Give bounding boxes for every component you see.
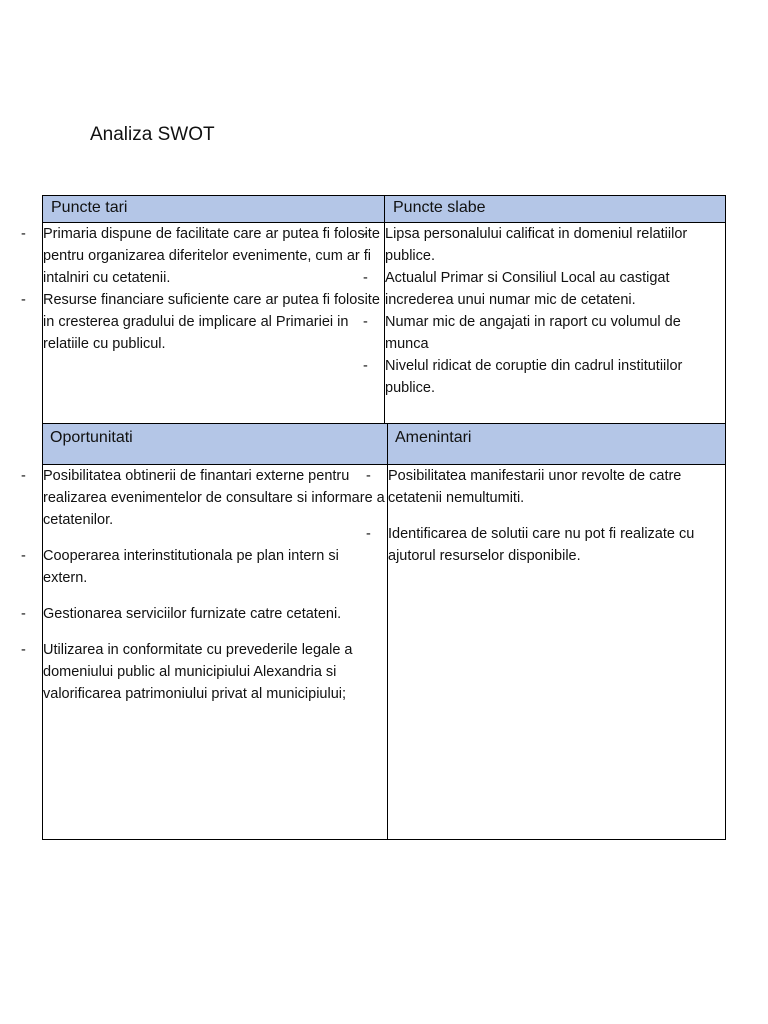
strength-item: - Primaria dispune de facilitate care ar putea fi folosite pentru organizarea diferitelor evenimente, cum ar fi intalniri cu cetatenii. bbox=[43, 223, 384, 289]
body-row-top bbox=[43, 223, 725, 423]
weaknesses-header: Puncte slabe bbox=[385, 196, 725, 222]
header-row-bottom bbox=[43, 424, 725, 465]
threats-header: Amenintari bbox=[388, 424, 725, 464]
threats-cell bbox=[388, 465, 725, 839]
opportunity-item: - Cooperarea interinstitutionala pe plan intern si extern. bbox=[43, 545, 387, 589]
opportunity-item: - Utilizarea in conformitate cu prevederile legale a domeniului public al municipiului Alexandria si valorificarea patrimoniului privat al municipiului; bbox=[43, 639, 387, 705]
swot-table-bottom bbox=[42, 423, 726, 840]
strengths-header: Puncte tari bbox=[43, 196, 385, 222]
opportunities-list bbox=[43, 465, 387, 705]
weaknesses-list bbox=[385, 223, 725, 399]
swot-table-top bbox=[42, 195, 726, 424]
header-row-top bbox=[43, 196, 725, 223]
opportunity-item: - Gestionarea serviciilor furnizate catre cetateni. bbox=[43, 603, 387, 625]
weakness-item: - Numar mic de angajati in raport cu volumul de munca bbox=[385, 311, 725, 355]
opportunity-item: - Posibilitatea obtinerii de finantari externe pentru realizarea evenimentelor de consultare si informare a cetatenilor. bbox=[43, 465, 387, 531]
weakness-item: - Lipsa personalului calificat in domeniul relatiilor publice. bbox=[385, 223, 725, 267]
strengths-cell bbox=[43, 223, 385, 423]
page-title: Analiza SWOT bbox=[90, 124, 215, 145]
weakness-item: - Actualul Primar si Consiliul Local au castigat increderea unui numar mic de cetateni. bbox=[385, 267, 725, 311]
body-row-bottom bbox=[43, 465, 725, 839]
weaknesses-cell bbox=[385, 223, 725, 423]
strength-item: - Resurse financiare suficiente care ar putea fi folosite in cresterea gradului de implicare al Primariei in relatiile cu publicul. bbox=[43, 289, 384, 355]
opportunities-cell bbox=[43, 465, 388, 839]
strengths-list bbox=[43, 223, 384, 355]
threat-item: - Identificarea de solutii care nu pot fi realizate cu ajutorul resurselor disponibile. bbox=[388, 523, 725, 567]
threat-item: - Posibilitatea manifestarii unor revolte de catre cetatenii nemultumiti. bbox=[388, 465, 725, 509]
opportunities-header: Oportunitati bbox=[43, 424, 388, 464]
weakness-item: - Nivelul ridicat de coruptie din cadrul institutiilor publice. bbox=[385, 355, 725, 399]
threats-list bbox=[388, 465, 725, 567]
